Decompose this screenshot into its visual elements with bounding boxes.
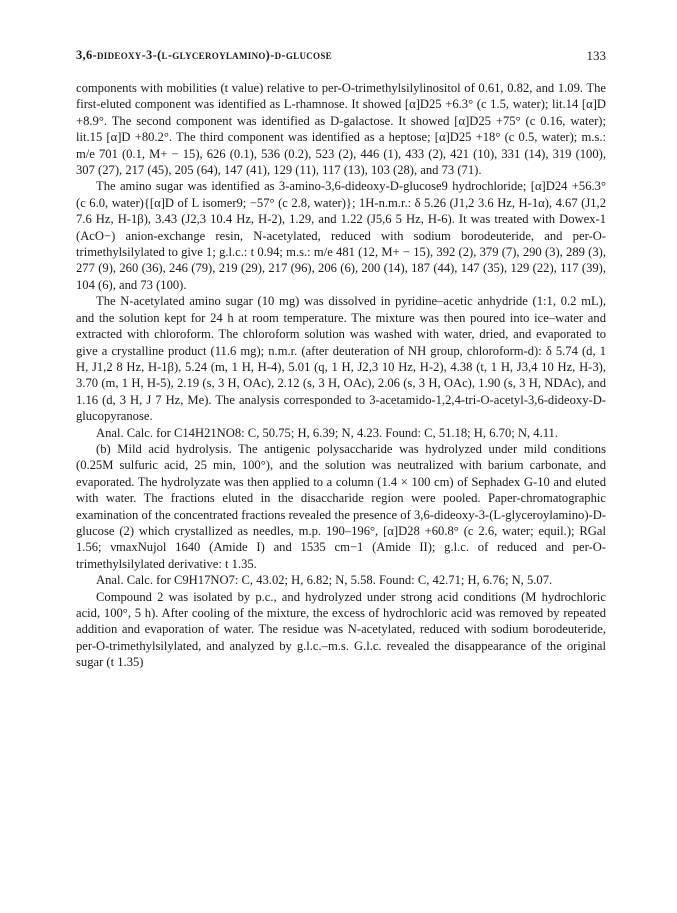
paragraph-mild-acid-hydrolysis: (b) Mild acid hydrolysis. The antigenic polysaccharide was hydrolyzed under mild conditions (0.25M sulfuric acid, 25 min, 100°), and the solution was neutralized with barium carbonate, and evaporated. The hydrolyzate was then applied to a column (1.4 × 100 cm) of Sephadex G-10 and eluted with water. The fractions eluted in the disaccharide region were pooled. Paper-chromatographic examination of the concentrated fractions revealed the presence of 3,6-dideoxy-3-(L-glyceroylamino)-D-glucose (2) which crystallized as needles, m.p. 190–196°, [α]D28 +60.8° (c 2.6, water; equil.); RGal 1.56; νmaxNujol 1640 (Amide I) and 1535 cm−1 (Amide II); g.l.c. of reduced and per-O-trimethylsilylated derivative: t 1.35. [76, 441, 606, 571]
page-header [76, 48, 606, 68]
paragraph-analysis-2: Anal. Calc. for C9H17NO7: C, 43.02; H, 6.82; N, 5.58. Found: C, 42.71; H, 6.76; N, 5.07. [96, 573, 553, 588]
paragraph-analysis-1: Anal. Calc. for C14H21NO8: C, 50.75; H, 6.39; N, 4.23. Found: C, 51.18; H, 6.70; N, 4.11. [96, 425, 558, 440]
paragraph-heptose: components with mobilities (t value) relative to per-O-trimethylsilylinositol of 0.61, 0.82, and 1.09. The first-eluted component was identified as L-rhamnose. It showed [α]D25 +6.3° (c 1.5, water); lit.14 [α]D +8.9°. The second component was identified as D-galactose. It showed [α]D25 +75° (c 0.16, water); lit.15 [α]D +80.2°. The third component was identified as a heptose; [α]D25 +18° (c 0.5, water); m.s.: m/e 701 (0.1, M+ − 15), 626 (0.1), 536 (0.2), 523 (2), 446 (1), 433 (2), 421 (10), 331 (14), 319 (100), 307 (27), 217 (45), 205 (64), 147 (41), 129 (11), 117 (13), 103 (28), and 73 (71). [76, 81, 606, 178]
paragraph-amino-sugar: The amino sugar was identified as 3-amino-3,6-dideoxy-D-glucose9 hydrochloride; [α]D24 +56.3° (c 6.0, water){[α]D of L isomer9; −57° (c 2.8, water)}; 1H-n.m.r.: δ 5.26 (J1,2 3.6 Hz, H-1α), 4.67 (J1,2 7.6 Hz, H-1β), 3.43 (J2,3 10.4 Hz, H-2), 1.29, and 1.22 (J5,6 5 Hz, H-6). It was treated with Dowex-1 (AcO−) anion-exchange resin, N-acetylated, reduced with sodium borodeuteride, and per-O-trimethylsilylated to give 1; g.l.c.: t 0.94; m.s.: m/e 481 (12, M+ − 15), 392 (2), 379 (7), 290 (3), 289 (3), 277 (9), 260 (36), 246 (79), 219 (29), 217 (96), 206 (6), 200 (14), 187 (44), 147 (35), 129 (22), 117 (39), 104 (6), and 73 (100). [76, 179, 606, 292]
page-body [76, 80, 606, 671]
paragraph-acetylation: The N-acetylated amino sugar (10 mg) was dissolved in pyridine–acetic anhydride (1:1, 0.2 mL), and the solution kept for 24 h at room temperature. The mixture was then poured into ice–water and extracted with chloroform. The chloroform solution was washed with water, dried, and evaporated to give a crystalline product (11.6 mg); n.m.r. (after deuteration of NH group, chloroform-d): δ 5.74 (d, 1 H, J1,2 8 Hz, H-1β), 5.24 (m, 1 H, H-4), 5.01 (q, 1 H, J2,3 10 Hz, H-2), 4.38 (t, 1 H, J3,4 10 Hz, H-3), 3.70 (m, 1 H, H-5), 2.19 (s, 3 H, OAc), 2.12 (s, 3 H, OAc), 2.06 (s, 3 H, OAc), 1.90 (s, 3 H, NDAc), and 1.16 (d, 3 H, J 7 Hz, Me). The analysis corresponded to 3-acetamido-1,2,4-tri-O-acetyl-3,6-dideoxy-D-glucopyranose. [76, 294, 606, 424]
paragraph-compound-2: Compound 2 was isolated by p.c., and hydrolyzed under strong acid conditions (M hydrochloric acid, 100°, 5 h). After cooling of the mixture, the excess of hydrochloric acid was removed by repeated addition and evaporation of water. The residue was N-acetylated, reduced with sodium borodeuteride, per-O-trimethylsilylated, and analyzed by g.l.c.–m.s. G.l.c. revealed the disappearance of the original sugar (t 1.35) [76, 589, 606, 670]
page-number: 133 [586, 48, 606, 63]
running-title: 3,6-dideoxy-3-(l-glyceroylamino)-d-glucose [76, 48, 332, 62]
